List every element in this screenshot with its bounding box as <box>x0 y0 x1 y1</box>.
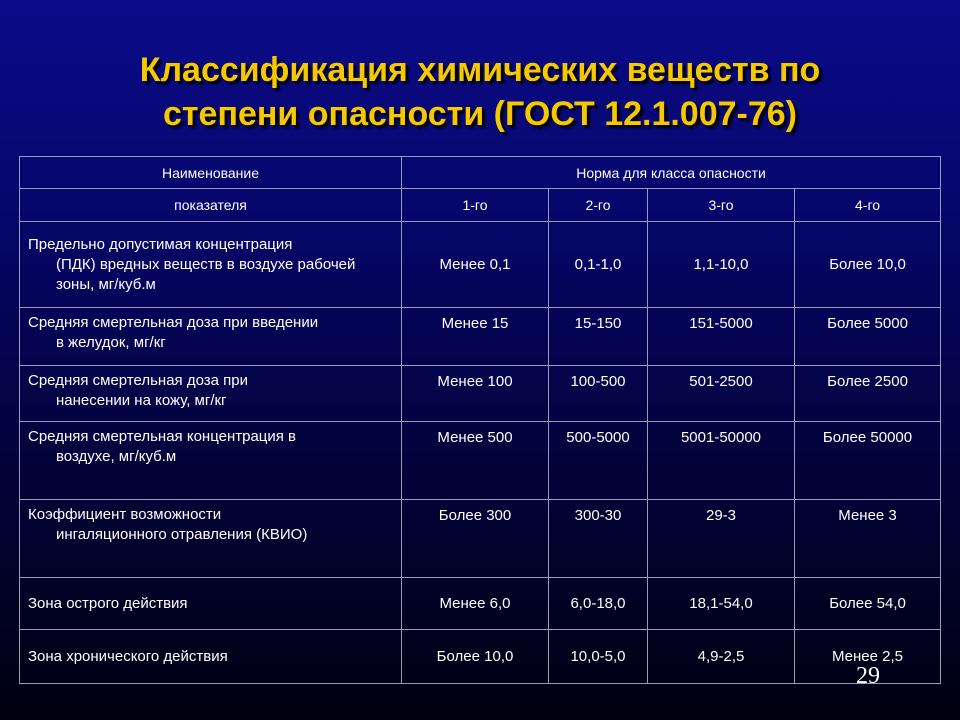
row-name <box>20 308 402 366</box>
row-value: Более 5000 <box>795 308 941 366</box>
row-name-rest: воздухе, мг/куб.м <box>56 448 177 465</box>
row-value: Менее 6,0 <box>402 578 549 630</box>
row-name-rest: в желудок, мг/кг <box>56 334 166 351</box>
row-value: Более 300 <box>402 500 549 578</box>
row-name-rest: нанесении на кожу, мг/кг <box>56 392 227 409</box>
row-value: 4,9-2,5 <box>648 630 795 684</box>
row-value: 10,0-5,0 <box>549 630 648 684</box>
row-name-first: Средняя смертельная доза при <box>28 372 248 389</box>
row-value: 300-30 <box>549 500 648 578</box>
row-name-first: Коэффициент возможности <box>28 506 222 523</box>
header-group-cell: Норма для класса опасности <box>402 157 941 189</box>
row-name-rest: ингаляционного отравления (КВИО) <box>56 526 308 543</box>
row-value: Более 10,0 <box>402 630 549 684</box>
hazard-class-table <box>19 156 941 684</box>
row-value: 0,1-1,0 <box>549 222 648 308</box>
row-value: 15-150 <box>549 308 648 366</box>
header-name-cell-2: показателя <box>20 189 402 222</box>
row-value: Менее 0,1 <box>402 222 549 308</box>
row-name-first: Средняя смертельная доза при введении <box>28 314 319 331</box>
header-class-2: 2-го <box>549 189 648 222</box>
table-row <box>20 222 941 308</box>
row-value: 29-3 <box>648 500 795 578</box>
row-value: Менее 15 <box>402 308 549 366</box>
row-value: 151-5000 <box>648 308 795 366</box>
table-header-row <box>20 157 941 189</box>
table-row <box>20 308 941 366</box>
header-class-3: 3-го <box>648 189 795 222</box>
header-name-cell: Наименование <box>20 157 402 189</box>
table-row <box>20 366 941 422</box>
row-value: 100-500 <box>549 366 648 422</box>
header-class-4: 4-го <box>795 189 941 222</box>
header-class-1: 1-го <box>402 189 549 222</box>
row-value: 500-5000 <box>549 422 648 500</box>
row-name <box>20 366 402 422</box>
row-name <box>20 500 402 578</box>
row-value: 5001-50000 <box>648 422 795 500</box>
row-name-first: Зона острого действия <box>28 594 188 612</box>
row-name-first: Предельно допустимая концентрация <box>28 235 293 253</box>
slide-title-line-2: степени опасности (ГОСТ 12.1.007-76) <box>162 95 797 133</box>
row-value: 1,1-10,0 <box>648 222 795 308</box>
slide-title-line-1: Классификация химических веществ по <box>139 51 821 89</box>
row-value: 501-2500 <box>648 366 795 422</box>
row-name-first: Средняя смертельная концентрация в <box>28 428 297 445</box>
row-value: Более 2500 <box>795 366 941 422</box>
row-name-rest: (ПДК) вредных веществ в воздухе рабочей зоны, мг/куб.м <box>56 255 356 293</box>
row-value: Более 50000 <box>795 422 941 500</box>
table-row <box>20 500 941 578</box>
row-name <box>20 578 402 630</box>
row-name <box>20 630 402 684</box>
table-subheader-row <box>20 189 941 222</box>
row-value: Менее 3 <box>795 500 941 578</box>
table-row <box>20 422 941 500</box>
row-value: 6,0-18,0 <box>549 578 648 630</box>
slide-title <box>0 48 960 136</box>
table-row <box>20 578 941 630</box>
row-value: Менее 2,5 <box>795 630 941 684</box>
row-value: Менее 500 <box>402 422 549 500</box>
row-value: Менее 100 <box>402 366 549 422</box>
row-name <box>20 422 402 500</box>
row-value: Более 54,0 <box>795 578 941 630</box>
table-row <box>20 630 941 684</box>
row-name <box>20 222 402 308</box>
row-value: Более 10,0 <box>795 222 941 308</box>
row-name-first: Зона хронического действия <box>28 647 228 665</box>
row-value: 18,1-54,0 <box>648 578 795 630</box>
page-number: 29 <box>856 663 880 689</box>
